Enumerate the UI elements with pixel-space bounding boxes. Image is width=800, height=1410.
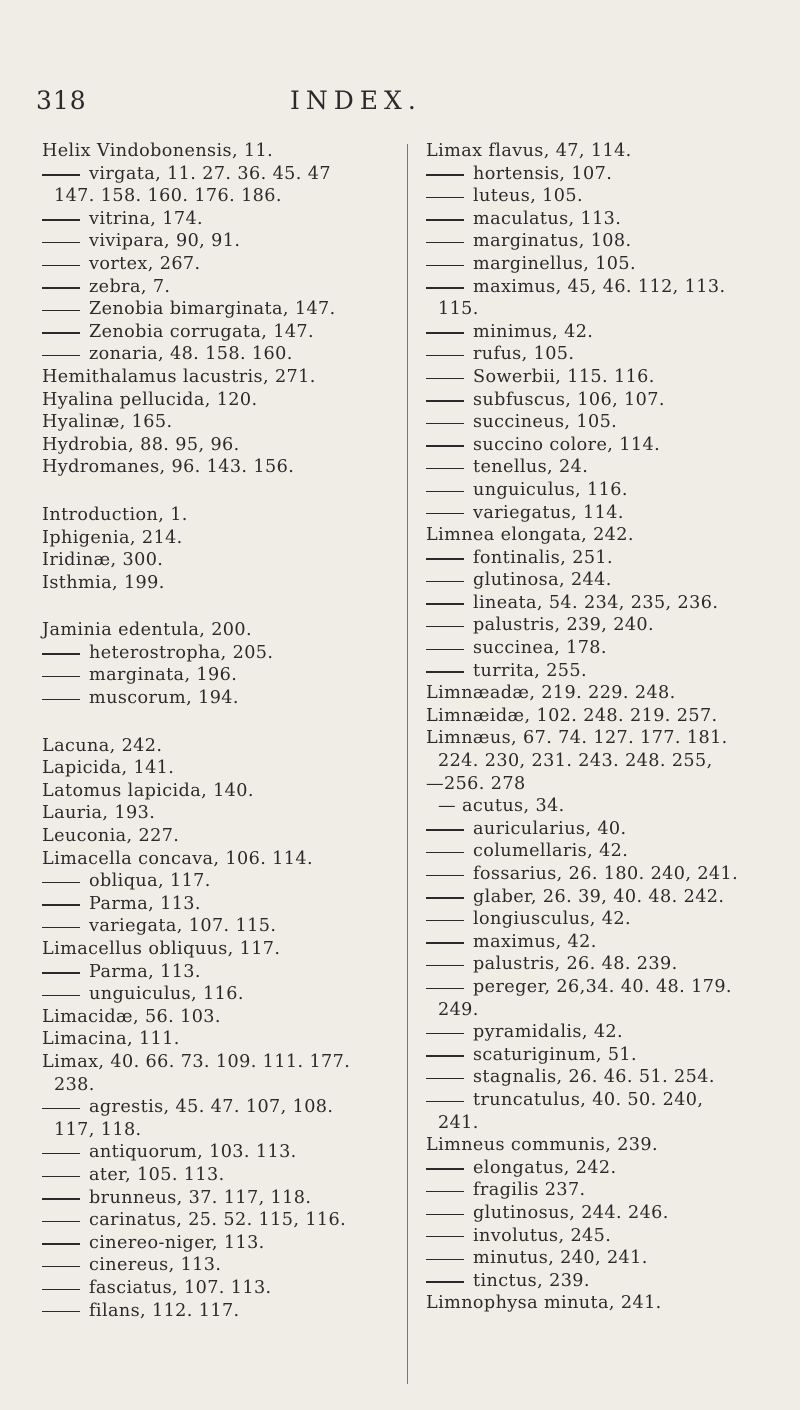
entry-text: Limnea elongata, 242. xyxy=(426,525,634,546)
ditto-dash xyxy=(426,942,464,943)
index-subentry xyxy=(42,915,402,938)
entry-text: auricularius, 40. xyxy=(473,818,627,839)
index-subentry xyxy=(42,1141,402,1164)
ditto-dash xyxy=(426,265,464,266)
ditto-dash xyxy=(42,972,80,973)
entry-text: Limax flavus, 47, 114. xyxy=(426,141,632,161)
entry-text: marginatus, 108. xyxy=(473,231,632,252)
entry-text: Limnæadæ, 219. 229. 248. xyxy=(426,683,676,704)
entry-text: Hyalina pellucida, 120. xyxy=(42,389,258,410)
index-subentry xyxy=(42,343,402,366)
index-subentry xyxy=(426,614,786,637)
entry-text: Limnæus, 67. 74. 127. 177. 181. xyxy=(426,728,728,749)
index-entry xyxy=(42,802,402,825)
ditto-dash xyxy=(42,1153,80,1154)
entry-text: Parma, 113. xyxy=(89,893,201,914)
entry-text: succino colore, 114. xyxy=(473,434,661,455)
index-subentry xyxy=(426,456,786,479)
ditto-dash xyxy=(426,875,464,876)
entry-text: columellaris, 42. xyxy=(473,841,629,862)
page-number: 318 xyxy=(36,86,87,115)
index-entry xyxy=(426,140,786,163)
ditto-dash xyxy=(426,603,464,604)
index-entry xyxy=(42,572,402,595)
index-subentry xyxy=(426,863,786,886)
entry-text: 115. xyxy=(438,299,479,320)
index-entry xyxy=(426,727,786,750)
ditto-dash xyxy=(426,400,464,401)
ditto-dash xyxy=(426,332,464,333)
entry-text: Latomus lapicida, 140. xyxy=(42,780,254,801)
entry-text: minutus, 240, 241. xyxy=(473,1248,648,1269)
index-entry xyxy=(42,1051,402,1074)
column-divider xyxy=(407,144,408,1384)
entry-text: antiquorum, 103. 113. xyxy=(89,1142,297,1163)
index-subentry xyxy=(426,1270,786,1293)
ditto-dash xyxy=(426,626,464,627)
ditto-dash xyxy=(42,219,80,220)
ditto-dash xyxy=(426,1033,464,1034)
index-entry xyxy=(42,434,402,457)
page-header xyxy=(0,86,800,126)
entry-text: Hemithalamus lacustris, 271. xyxy=(42,366,316,387)
entry-text: minimus, 42. xyxy=(473,321,594,342)
index-subentry xyxy=(42,1254,402,1277)
ditto-dash xyxy=(42,1108,80,1109)
ditto-dash xyxy=(42,174,80,175)
ditto-dash xyxy=(426,581,464,582)
entry-text: palustris, 239, 240. xyxy=(473,615,654,636)
ditto-dash xyxy=(426,1259,464,1260)
ditto-dash xyxy=(426,558,464,559)
ditto-dash xyxy=(42,1289,80,1290)
index-subentry xyxy=(42,687,402,710)
entry-text: vitrina, 174. xyxy=(89,208,204,229)
ditto-dash xyxy=(42,265,80,266)
ditto-dash xyxy=(42,1221,80,1222)
entry-text: Hydromanes, 96. 143. 156. xyxy=(42,457,295,478)
entry-text: Lacuna, 242. xyxy=(42,735,163,756)
index-entry xyxy=(426,1134,786,1157)
entry-text: Limacidæ, 56. 103. xyxy=(42,1006,221,1027)
entry-text: filans, 112. 117. xyxy=(89,1300,240,1321)
entry-text: Sowerbii, 115. 116. xyxy=(473,366,655,387)
entry-text: agrestis, 45. 47. 107, 108. xyxy=(89,1097,334,1118)
entry-text: Limneus communis, 239. xyxy=(426,1135,658,1156)
index-subentry xyxy=(426,1202,786,1225)
entry-text: glutinosus, 244. 246. xyxy=(473,1202,669,1223)
index-subentry xyxy=(426,1044,786,1067)
index-subentry xyxy=(426,1021,786,1044)
ditto-dash xyxy=(426,852,464,853)
entry-text: Limacina, 111. xyxy=(42,1029,180,1050)
ditto-dash xyxy=(426,445,464,446)
entry-text: Hydrobia, 88. 95, 96. xyxy=(42,434,240,455)
index-subentry xyxy=(426,479,786,502)
ditto-dash xyxy=(426,920,464,921)
entry-text: brunneus, 37. 117, 118. xyxy=(89,1187,312,1208)
index-subentry xyxy=(426,886,786,909)
ditto-dash xyxy=(426,1078,464,1079)
index-subentry xyxy=(426,230,786,253)
ditto-dash xyxy=(42,653,80,654)
index-subentry xyxy=(426,343,786,366)
entry-text: vivipara, 90, 91. xyxy=(89,231,241,252)
index-subentry xyxy=(426,208,786,231)
entry-text: palustris, 26. 48. 239. xyxy=(473,954,678,975)
index-subentry xyxy=(426,953,786,976)
entry-text: fragilis 237. xyxy=(473,1180,586,1201)
index-subentry xyxy=(42,1300,402,1323)
index-subentry xyxy=(42,298,402,321)
entry-text: tenellus, 24. xyxy=(473,457,589,478)
ditto-dash xyxy=(426,1101,464,1102)
ditto-dash xyxy=(42,332,80,333)
entry-text: — acutus, 34. xyxy=(438,796,565,817)
entry-text: luteus, 105. xyxy=(473,186,583,207)
index-subentry xyxy=(426,185,786,208)
entry-text: Isthmia, 199. xyxy=(42,572,165,593)
entry-text: variegatus, 114. xyxy=(473,502,624,523)
index-subentry xyxy=(42,1232,402,1255)
entry-text: elongatus, 242. xyxy=(473,1157,617,1178)
entry-text: unguiculus, 116. xyxy=(473,479,628,500)
ditto-dash xyxy=(426,355,464,356)
entry-text: involutus, 245. xyxy=(473,1225,612,1246)
entry-text: Hyalinæ, 165. xyxy=(42,412,173,433)
ditto-dash xyxy=(426,1281,464,1282)
ditto-dash xyxy=(426,988,464,989)
entry-text: 238. xyxy=(54,1074,95,1095)
entry-text: Iphigenia, 214. xyxy=(42,527,183,548)
ditto-dash xyxy=(426,671,464,672)
entry-text: Limnæidæ, 102. 248. 219. 257. xyxy=(426,705,718,726)
entry-text: scaturiginum, 51. xyxy=(473,1044,638,1065)
ditto-dash xyxy=(42,699,80,700)
ditto-dash xyxy=(426,219,464,220)
entry-text: Jaminia edentula, 200. xyxy=(42,620,252,641)
index-subentry xyxy=(42,1209,402,1232)
entry-text: 249. xyxy=(438,999,479,1020)
index-subentry xyxy=(426,1225,786,1248)
ditto-dash xyxy=(42,927,80,928)
entry-text: tinctus, 239. xyxy=(473,1270,590,1291)
index-subentry xyxy=(426,502,786,525)
index-entry xyxy=(42,389,402,412)
entry-text: fossarius, 26. 180. 240, 241. xyxy=(473,864,739,884)
entry-text: maximus, 45, 46. 112, 113. xyxy=(473,276,726,297)
index-subentry xyxy=(42,1164,402,1187)
index-subentry xyxy=(42,253,402,276)
entry-text: marginata, 196. xyxy=(89,665,238,686)
ditto-dash xyxy=(42,1266,80,1267)
index-subentry xyxy=(426,1247,786,1270)
entry-text: vortex, 267. xyxy=(89,253,201,274)
index-entry xyxy=(426,682,786,705)
index-entry xyxy=(42,549,402,572)
index-subentry xyxy=(426,976,786,999)
index-subentry xyxy=(426,569,786,592)
index-entry xyxy=(42,185,402,208)
index-entry xyxy=(42,735,402,758)
entry-text: —256. 278 xyxy=(426,773,526,794)
ditto-dash xyxy=(426,468,464,469)
index-entry xyxy=(42,411,402,434)
ditto-dash xyxy=(426,423,464,424)
entry-text: obliqua, 117. xyxy=(89,871,211,892)
index-entry xyxy=(42,1006,402,1029)
entry-text: cinereo-niger, 113. xyxy=(89,1232,265,1253)
index-subentry xyxy=(42,870,402,893)
entry-text: 224. 230, 231. 243. 248. 255, xyxy=(438,751,713,772)
entry-text: hortensis, 107. xyxy=(473,163,613,184)
index-column-right xyxy=(426,140,786,1315)
entry-text: truncatulus, 40. 50. 240, xyxy=(473,1089,704,1110)
ditto-dash xyxy=(426,287,464,288)
index-entry xyxy=(42,1028,402,1051)
entry-text: virgata, 11. 27. 36. 45. 47 xyxy=(89,163,331,184)
index-subentry xyxy=(42,208,402,231)
entry-text: heterostropha, 205. xyxy=(89,642,274,663)
ditto-dash xyxy=(42,1176,80,1177)
entry-text: rufus, 105. xyxy=(473,344,575,365)
ditto-dash xyxy=(426,897,464,898)
index-entry xyxy=(42,456,402,479)
ditto-dash xyxy=(426,513,464,514)
entry-text: Parma, 113. xyxy=(89,961,201,982)
index-subentry xyxy=(42,1187,402,1210)
index-entry xyxy=(42,504,402,527)
index-subentry xyxy=(426,818,786,841)
index-subentry xyxy=(426,637,786,660)
entry-text: Limax, 40. 66. 73. 109. 111. 177. xyxy=(42,1051,351,1072)
ditto-dash xyxy=(42,1311,80,1312)
entry-text: turrita, 255. xyxy=(473,660,587,681)
ditto-dash xyxy=(42,242,80,243)
entry-text: fontinalis, 251. xyxy=(473,547,613,568)
index-entry xyxy=(426,705,786,728)
index-subentry xyxy=(426,276,786,299)
ditto-dash xyxy=(426,242,464,243)
index-subentry xyxy=(42,276,402,299)
index-column-left xyxy=(42,140,402,1322)
ditto-dash xyxy=(426,197,464,198)
index-subentry xyxy=(42,664,402,687)
entry-text: marginellus, 105. xyxy=(473,253,636,274)
entry-text: succinea, 178. xyxy=(473,638,607,659)
ditto-dash xyxy=(426,491,464,492)
index-entry xyxy=(42,757,402,780)
ditto-dash xyxy=(42,310,80,311)
index-subentry xyxy=(426,840,786,863)
entry-text: Helix Vindobonensis, 11. xyxy=(42,141,274,161)
index-entry xyxy=(426,773,786,796)
entry-text: maculatus, 113. xyxy=(473,208,622,229)
entry-text: 117, 118. xyxy=(54,1119,142,1140)
entry-text: Leuconia, 227. xyxy=(42,826,180,847)
index-subentry xyxy=(42,1096,402,1119)
ditto-dash xyxy=(42,355,80,356)
index-entry xyxy=(426,750,786,773)
entry-text: muscorum, 194. xyxy=(89,688,239,709)
entry-text: 241. xyxy=(438,1112,479,1133)
entry-text: zonaria, 48. 158. 160. xyxy=(89,344,293,365)
entry-text: lineata, 54. 234, 235, 236. xyxy=(473,592,719,613)
index-subentry xyxy=(426,434,786,457)
ditto-dash xyxy=(426,649,464,650)
index-entry xyxy=(42,1119,402,1142)
index-entry xyxy=(426,795,786,818)
entry-text: maximus, 42. xyxy=(473,931,597,952)
entry-text: Iridinæ, 300. xyxy=(42,550,164,571)
index-entry xyxy=(426,298,786,321)
index-subentry xyxy=(426,411,786,434)
index-entry xyxy=(42,1074,402,1097)
index-entry xyxy=(42,825,402,848)
entry-text: fasciatus, 107. 113. xyxy=(89,1277,272,1298)
index-entry xyxy=(426,1112,786,1135)
entry-text: pereger, 26,34. 40. 48. 179. xyxy=(473,976,732,997)
entry-text: stagnalis, 26. 46. 51. 254. xyxy=(473,1067,715,1088)
ditto-dash xyxy=(42,1198,80,1199)
index-subentry xyxy=(42,983,402,1006)
ditto-dash xyxy=(426,829,464,830)
entry-text: succineus, 105. xyxy=(473,412,618,433)
index-subentry xyxy=(426,1179,786,1202)
index-entry xyxy=(42,140,402,163)
entry-text: Limacellus obliquus, 117. xyxy=(42,939,281,959)
index-entry xyxy=(42,619,402,642)
entry-text: variegata, 107. 115. xyxy=(89,916,277,937)
index-subentry xyxy=(426,253,786,276)
ditto-dash xyxy=(426,965,464,966)
ditto-dash xyxy=(426,1191,464,1192)
index-subentry xyxy=(426,547,786,570)
entry-text: Limacella concava, 106. 114. xyxy=(42,848,313,869)
entry-text: Lauria, 193. xyxy=(42,803,156,824)
entry-text: Introduction, 1. xyxy=(42,504,188,525)
ditto-dash xyxy=(42,995,80,996)
entry-text: carinatus, 25. 52. 115, 116. xyxy=(89,1210,347,1231)
index-subentry xyxy=(426,321,786,344)
entry-text: Zenobia corrugata, 147. xyxy=(89,321,314,342)
entry-text: glaber, 26. 39, 40. 48. 242. xyxy=(473,886,725,907)
entry-text: zebra, 7. xyxy=(89,276,171,297)
index-entry xyxy=(426,524,786,547)
ditto-dash xyxy=(42,882,80,883)
index-subentry xyxy=(426,1089,786,1112)
index-subentry xyxy=(426,163,786,186)
ditto-dash xyxy=(426,1214,464,1215)
entry-text: Zenobia bimarginata, 147. xyxy=(89,299,336,320)
ditto-dash xyxy=(42,1243,80,1244)
index-entry xyxy=(42,527,402,550)
index-entry xyxy=(42,780,402,803)
ditto-dash xyxy=(42,904,80,905)
index-entry xyxy=(426,999,786,1022)
ditto-dash xyxy=(42,676,80,677)
entry-text: longiusculus, 42. xyxy=(473,909,631,930)
index-subentry xyxy=(426,931,786,954)
index-subentry xyxy=(426,366,786,389)
entry-text: pyramidalis, 42. xyxy=(473,1022,624,1043)
entry-text: glutinosa, 244. xyxy=(473,570,612,591)
ditto-dash xyxy=(426,1168,464,1169)
entry-text: Limnophysa minuta, 241. xyxy=(426,1293,662,1314)
entry-text: cinereus, 113. xyxy=(89,1255,222,1276)
index-subentry xyxy=(426,592,786,615)
index-entry xyxy=(42,848,402,871)
entry-text: 147. 158. 160. 176. 186. xyxy=(54,186,282,207)
ditto-dash xyxy=(426,1236,464,1237)
entry-text: unguiculus, 116. xyxy=(89,984,244,1005)
ditto-dash xyxy=(426,1055,464,1056)
index-subentry xyxy=(42,230,402,253)
index-subentry xyxy=(426,660,786,683)
index-subentry xyxy=(426,908,786,931)
index-subentry xyxy=(426,1157,786,1180)
entry-text: ater, 105. 113. xyxy=(89,1164,225,1185)
index-subentry xyxy=(42,1277,402,1300)
ditto-dash xyxy=(426,174,464,175)
index-subentry xyxy=(42,893,402,916)
entry-text: subfuscus, 106, 107. xyxy=(473,389,665,410)
entry-text: Lapicida, 141. xyxy=(42,758,175,779)
index-subentry xyxy=(426,389,786,412)
index-subentry xyxy=(42,961,402,984)
index-entry xyxy=(426,1292,786,1315)
running-head: INDEX. xyxy=(290,86,422,115)
ditto-dash xyxy=(42,287,80,288)
index-entry xyxy=(42,938,402,961)
index-subentry xyxy=(42,642,402,665)
index-entry xyxy=(42,366,402,389)
index-subentry xyxy=(42,163,402,186)
index-subentry xyxy=(42,321,402,344)
ditto-dash xyxy=(426,378,464,379)
index-subentry xyxy=(426,1066,786,1089)
